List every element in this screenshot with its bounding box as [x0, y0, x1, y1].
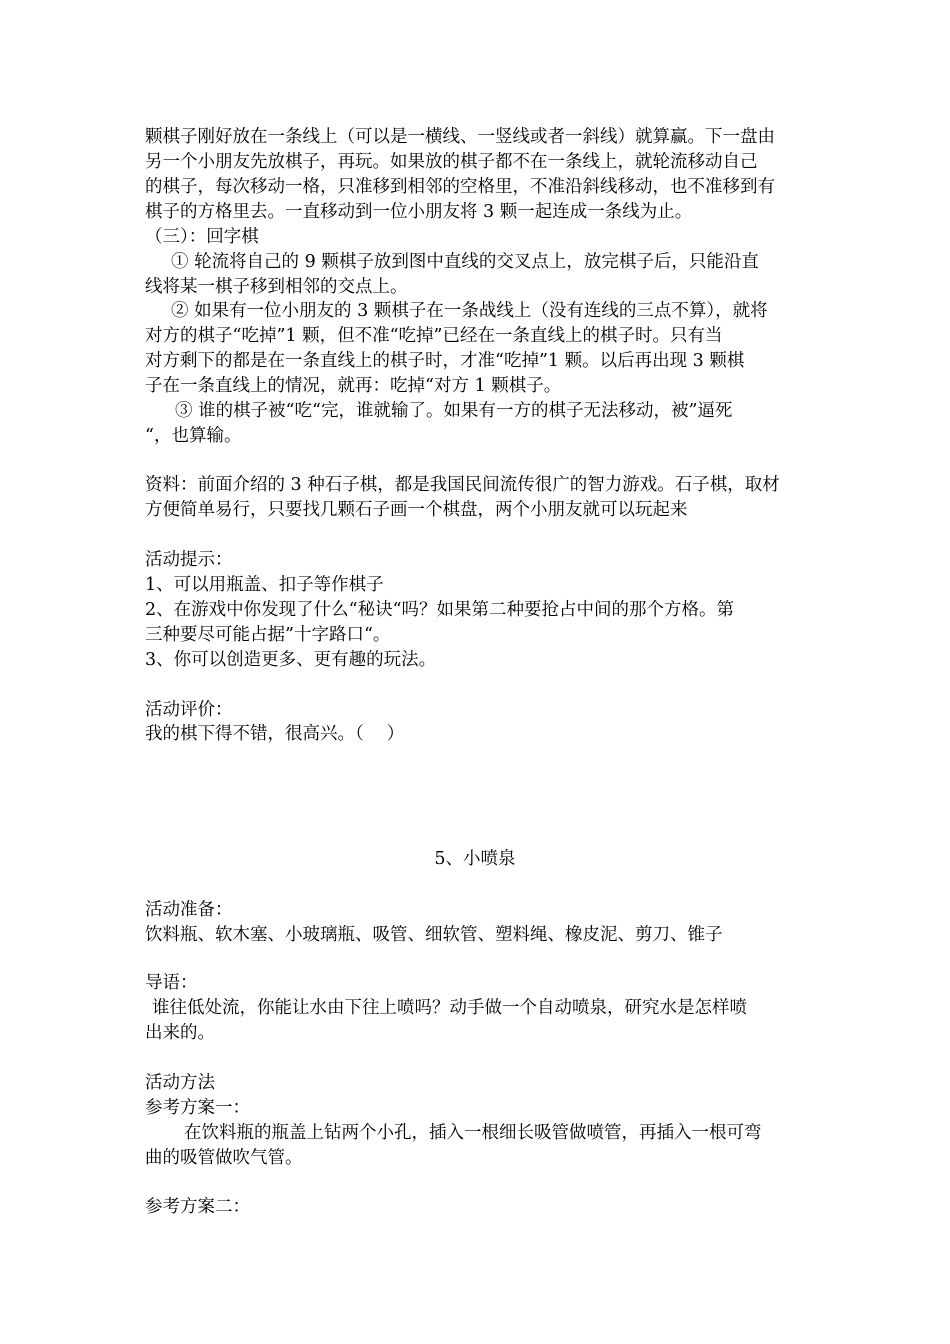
paragraph-line: 我的棋下得不错，很高兴。（ ）: [145, 724, 405, 744]
list-item: 3、你可以创造更多、更有趣的玩法。: [145, 650, 437, 670]
paragraph-line: 在饮料瓶的瓶盖上钻两个小孔，插入一根细长吸管做喷管，再插入一根可弯: [184, 1123, 762, 1143]
paragraph-line: 饮料瓶、软木塞、小玻璃瓶、吸管、细软管、塑料绳、橡皮泥、剪刀、锥子: [145, 925, 723, 945]
page-title: 5、小喷泉: [434, 849, 516, 869]
section-heading: 活动准备：: [145, 900, 233, 920]
paragraph-line: 对方的棋子“吃掉”1 颗，但不准“吃掉”已经在一条直线上的棋子时。只有当: [145, 326, 723, 346]
paragraph-line: 对方剩下的都是在一条直线上的棋子时，才准“吃掉”1 颗。以后再出现 3 颗棋: [145, 351, 745, 371]
paragraph-line: 另一个小朋友先放棋子，再玩。如果放的棋子都不在一条线上，就轮流移动自己: [145, 152, 758, 172]
paragraph-line: 出来的。: [145, 1023, 215, 1043]
paragraph-line: ③ 谁的棋子被“吃“完，谁就输了。如果有一方的棋子无法移动，被”逼死: [175, 401, 733, 421]
paragraph-line: 资料：前面介绍的 3 种石子棋，都是我国民间流传很广的智力游戏。石子棋，取材: [145, 475, 780, 495]
section-heading: （三）：回字棋: [145, 227, 259, 247]
paragraph-line: ② 如果有一位小朋友的 3 颗棋子在一条战线上（没有连线的三点不算），就将: [171, 301, 768, 321]
paragraph-line: 颗棋子刚好放在一条线上（可以是一横线、一竖线或者一斜线）就算赢。下一盘由: [145, 127, 775, 147]
paragraph-line: 子在一条直线上的情况，就再：吃掉“对方 1 颗棋子。: [145, 376, 562, 396]
section-heading: 活动评价：: [145, 700, 233, 720]
section-heading: 活动提示：: [145, 550, 233, 570]
paragraph-line: “，也算输。: [145, 426, 242, 446]
list-item: 1、可以用瓶盖、扣子等作棋子: [145, 575, 384, 595]
paragraph-line: 的棋子，每次移动一格，只准移到相邻的空格里，不准沿斜线移动，也不准移到有: [145, 177, 775, 197]
paragraph-line: 曲的吸管做吹气管。: [145, 1148, 303, 1168]
paragraph-line: 方便简单易行，只要找几颗石子画一个棋盘，两个小朋友就可以玩起来: [145, 500, 688, 520]
section-heading: 参考方案一：: [145, 1098, 250, 1118]
paragraph-line: 棋子的方格里去。一直移动到一位小朋友将 3 颗一起连成一条线为止。: [145, 202, 693, 222]
paragraph-line: 线将某一棋子移到相邻的交点上。: [145, 277, 408, 297]
list-item: 2、在游戏中你发现了什么“秘诀“吗？如果第二种要抢占中间的那个方格。第: [145, 600, 735, 620]
section-heading: 活动方法: [145, 1073, 215, 1093]
section-heading: 导语：: [145, 973, 198, 993]
list-item: 三种要尽可能占据”十字路口“。: [145, 625, 391, 645]
paragraph-line: 谁往低处流，你能让水由下往上喷吗？动手做一个自动喷泉，研究水是怎样喷: [152, 998, 747, 1018]
section-heading: 参考方案二：: [145, 1197, 250, 1217]
paragraph-line: ① 轮流将自己的 9 颗棋子放到图中直线的交叉点上，放完棋子后，只能沿直: [171, 252, 759, 272]
